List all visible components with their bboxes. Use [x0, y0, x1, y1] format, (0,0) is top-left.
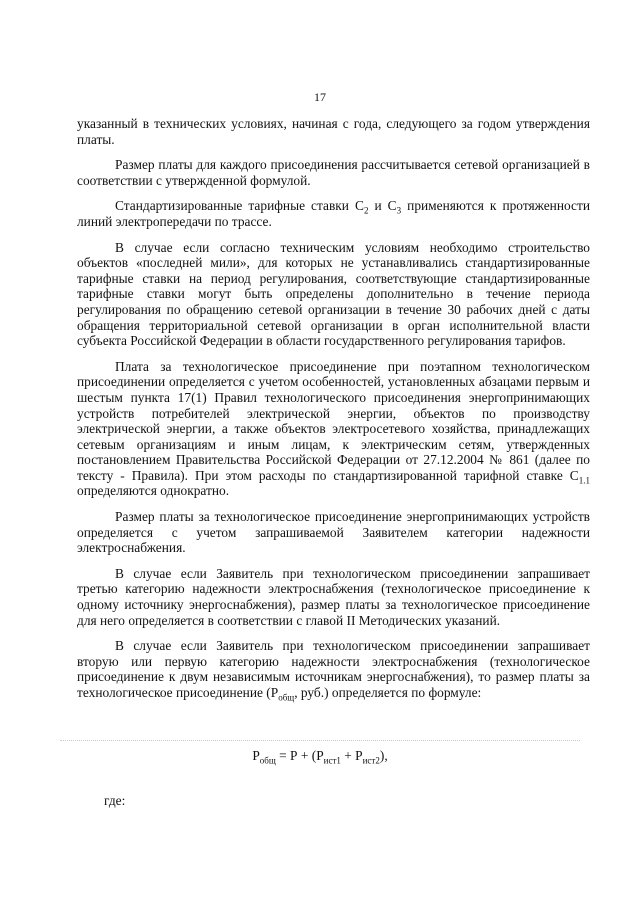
- text-run: применяются к протяженности линий электропередачи по трассе.: [77, 198, 590, 229]
- text-run: , руб.) определяется по формуле:: [294, 685, 482, 700]
- text-run: и С: [368, 198, 397, 214]
- subscript: 2: [363, 206, 369, 217]
- scan-dotted-line: [60, 740, 580, 741]
- text-run: Плата за технологическое присоединение при поэтапном технологическом присоединении определяется с учетом особенностей, установленных абзацами первым и шестым пункта 17(1) Правил технологического присоединения энергопринимающих устройств потребителей электрической энергии, объектов по производству электрической энергии, а также объектов электросетевого хозяйства, принадлежащих сетевым организациям и иным лицам, к электрическим сетям, утвержденных постановлением Правительства Российской Федерации от 27.12.2004 № 861 (далее по тексту - Правила). При этом расходы по стандартизированной тарифной ставке С: [77, 358, 590, 483]
- formula-part: + Р: [340, 748, 363, 763]
- formula-subscript: ист2: [362, 755, 380, 766]
- paragraph: [77, 638, 590, 703]
- formula-part: Р: [252, 748, 260, 763]
- paragraph: [77, 198, 590, 229]
- paragraph: Размер платы для каждого присоединения рассчитывается сетевой организацией в соответствии с утвержденной формулой.: [77, 157, 590, 188]
- formula: [0, 748, 640, 764]
- formula-part: = Р + (Р: [275, 748, 324, 763]
- paragraph: В случае если Заявитель при технологическом присоединении запрашивает третью категорию надежности электроснабжения (технологическое присоединение к одному источнику энергоснабжения), размер платы за технологическое присоединение для него определяется в соответствии с главой II Методических указаний.: [77, 565, 590, 628]
- where-label: где:: [104, 793, 126, 808]
- subscript: 3: [396, 206, 402, 217]
- formula-subscript: ист1: [323, 755, 341, 766]
- text-run: В случае если Заявитель при технологическом присоединении запрашивает вторую или первую категорию надежности электроснабжения (технологическое присоединение к двум независимым источникам энергоснабжения), то размер платы за технологическое присоединение (Р: [77, 638, 590, 700]
- page-number: 17: [314, 90, 326, 104]
- subscript: общ: [278, 692, 295, 703]
- text-run: Стандартизированные тарифные ставки С: [115, 198, 364, 214]
- paragraph: указанный в технических условиях, начиная с года, следующего за годом утверждения платы.: [77, 116, 590, 147]
- formula-subscript: общ: [259, 755, 276, 766]
- text-run: определяются однократно.: [77, 483, 230, 499]
- subscript: 1.1: [578, 475, 590, 486]
- paragraph: [77, 359, 590, 499]
- document-body: [77, 116, 590, 711]
- formula-part: ),: [379, 748, 388, 763]
- paragraph: В случае если согласно техническим условиям необходимо строительство объектов «последней мили», для которых не устанавливались стандартизированные тарифные ставки на период регулирования, соответствующие стандартизированные тарифные ставки могут быть определены дополнительно в течение периода регулирования по обращению сетевой организации в течение 30 рабочих дней с даты обращения территориальной сетевой организации в орган исполнительной власти субъекта Российской Федерации в области государственного регулирования тарифов.: [77, 239, 590, 349]
- paragraph: Размер платы за технологическое присоединение энергопринимающих устройств определяется с учетом запрашиваемой Заявителем категории надежности электроснабжения.: [77, 509, 590, 556]
